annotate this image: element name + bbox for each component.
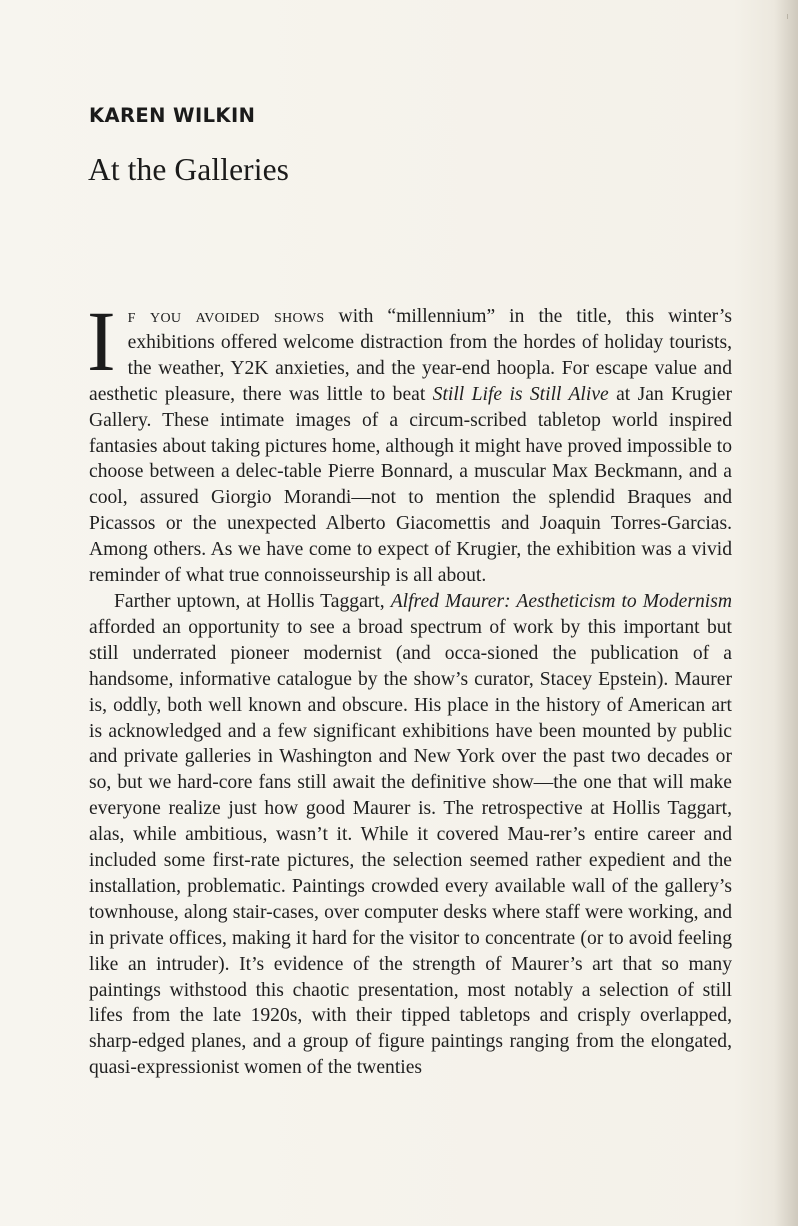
article-title: At the Galleries [88,152,290,187]
italic-title-text: Alfred Maurer: Aestheticism to Modernism [390,590,732,612]
text-run: with “millennium” in the title, this winter’s exhibitions offered welcome distraction from the hordes of holiday tourists, the weather, Y2K anxieties, and the year-end hoopla. For escape value and aesthetic pleasure, there was little to beat [89,306,732,405]
article-body [87,293,732,1081]
page-edge-mark [787,14,788,19]
text-run: Farther uptown, at Hollis Taggart, [114,590,391,612]
text-run: afforded an opportunity to see a broad spectrum of work by this important but still underrated pioneer modernist (and occa-sioned the publication of a handsome, informative catalogue by the show’s curator, Stacey Epstein). Maurer is, oddly, both well known and obscure. His place in the history of American art is acknowledged and a few significant exhibitions have been mounted by public and private galleries in Washington and New York over the past two decades or so, but we hard-core fans still await the definitive show—the one that will make everyone realize just how good Maurer is. The retrospective at Hollis Taggart, alas, while ambitious, wasn’t it. While it covered Mau-rer’s entire career and included some first-rate pictures, the selection seemed rather expedient and the installation, problematic. Paintings crowded every available wall of the gallery’s townhouse, along stair-cases, over computer desks where staff were working, and in private offices, making it hard for the visitor to concentrate (or to avoid feeling like an intruder). It’s evidence of the strength of Maurer’s art that so many paintings withstood this chaotic presentation, most notably a selection of still lifes from the late 1920s, with their tipped tabletops and crisply overlapped, sharp-edged planes, and a group of figure paintings ranging from the elongated, quasi-expressionist women of the twenties [89,616,732,1079]
paragraph-1 [87,293,732,589]
author-name: KAREN WILKIN [89,104,256,127]
text-run: at Jan Krugier Gallery. These intimate images of a circum-scribed tabletop world inspired fantasies about taking pictures home, although it might have proved impossible to choose between a delec-table Pierre Bonnard, a muscular Max Beckmann, and a cool, assured Giorgio Morandi—not to mention the splendid Braques and Picassos or the unexpected Alberto Giacomettis and Joaquin Torres-Garcias. Among others. As we have come to expect of Krugier, the exhibition was a vivid reminder of what true connoisseurship is all about. [89,383,732,587]
lead-in-smallcaps: f you avoided shows [127,306,325,327]
paragraph-2 [89,589,732,1081]
italic-title-text: Still Life is Still Alive [432,383,609,405]
paragraph-2-text [89,591,732,1078]
paragraph-1-text [87,293,732,587]
drop-cap: I [87,293,116,389]
